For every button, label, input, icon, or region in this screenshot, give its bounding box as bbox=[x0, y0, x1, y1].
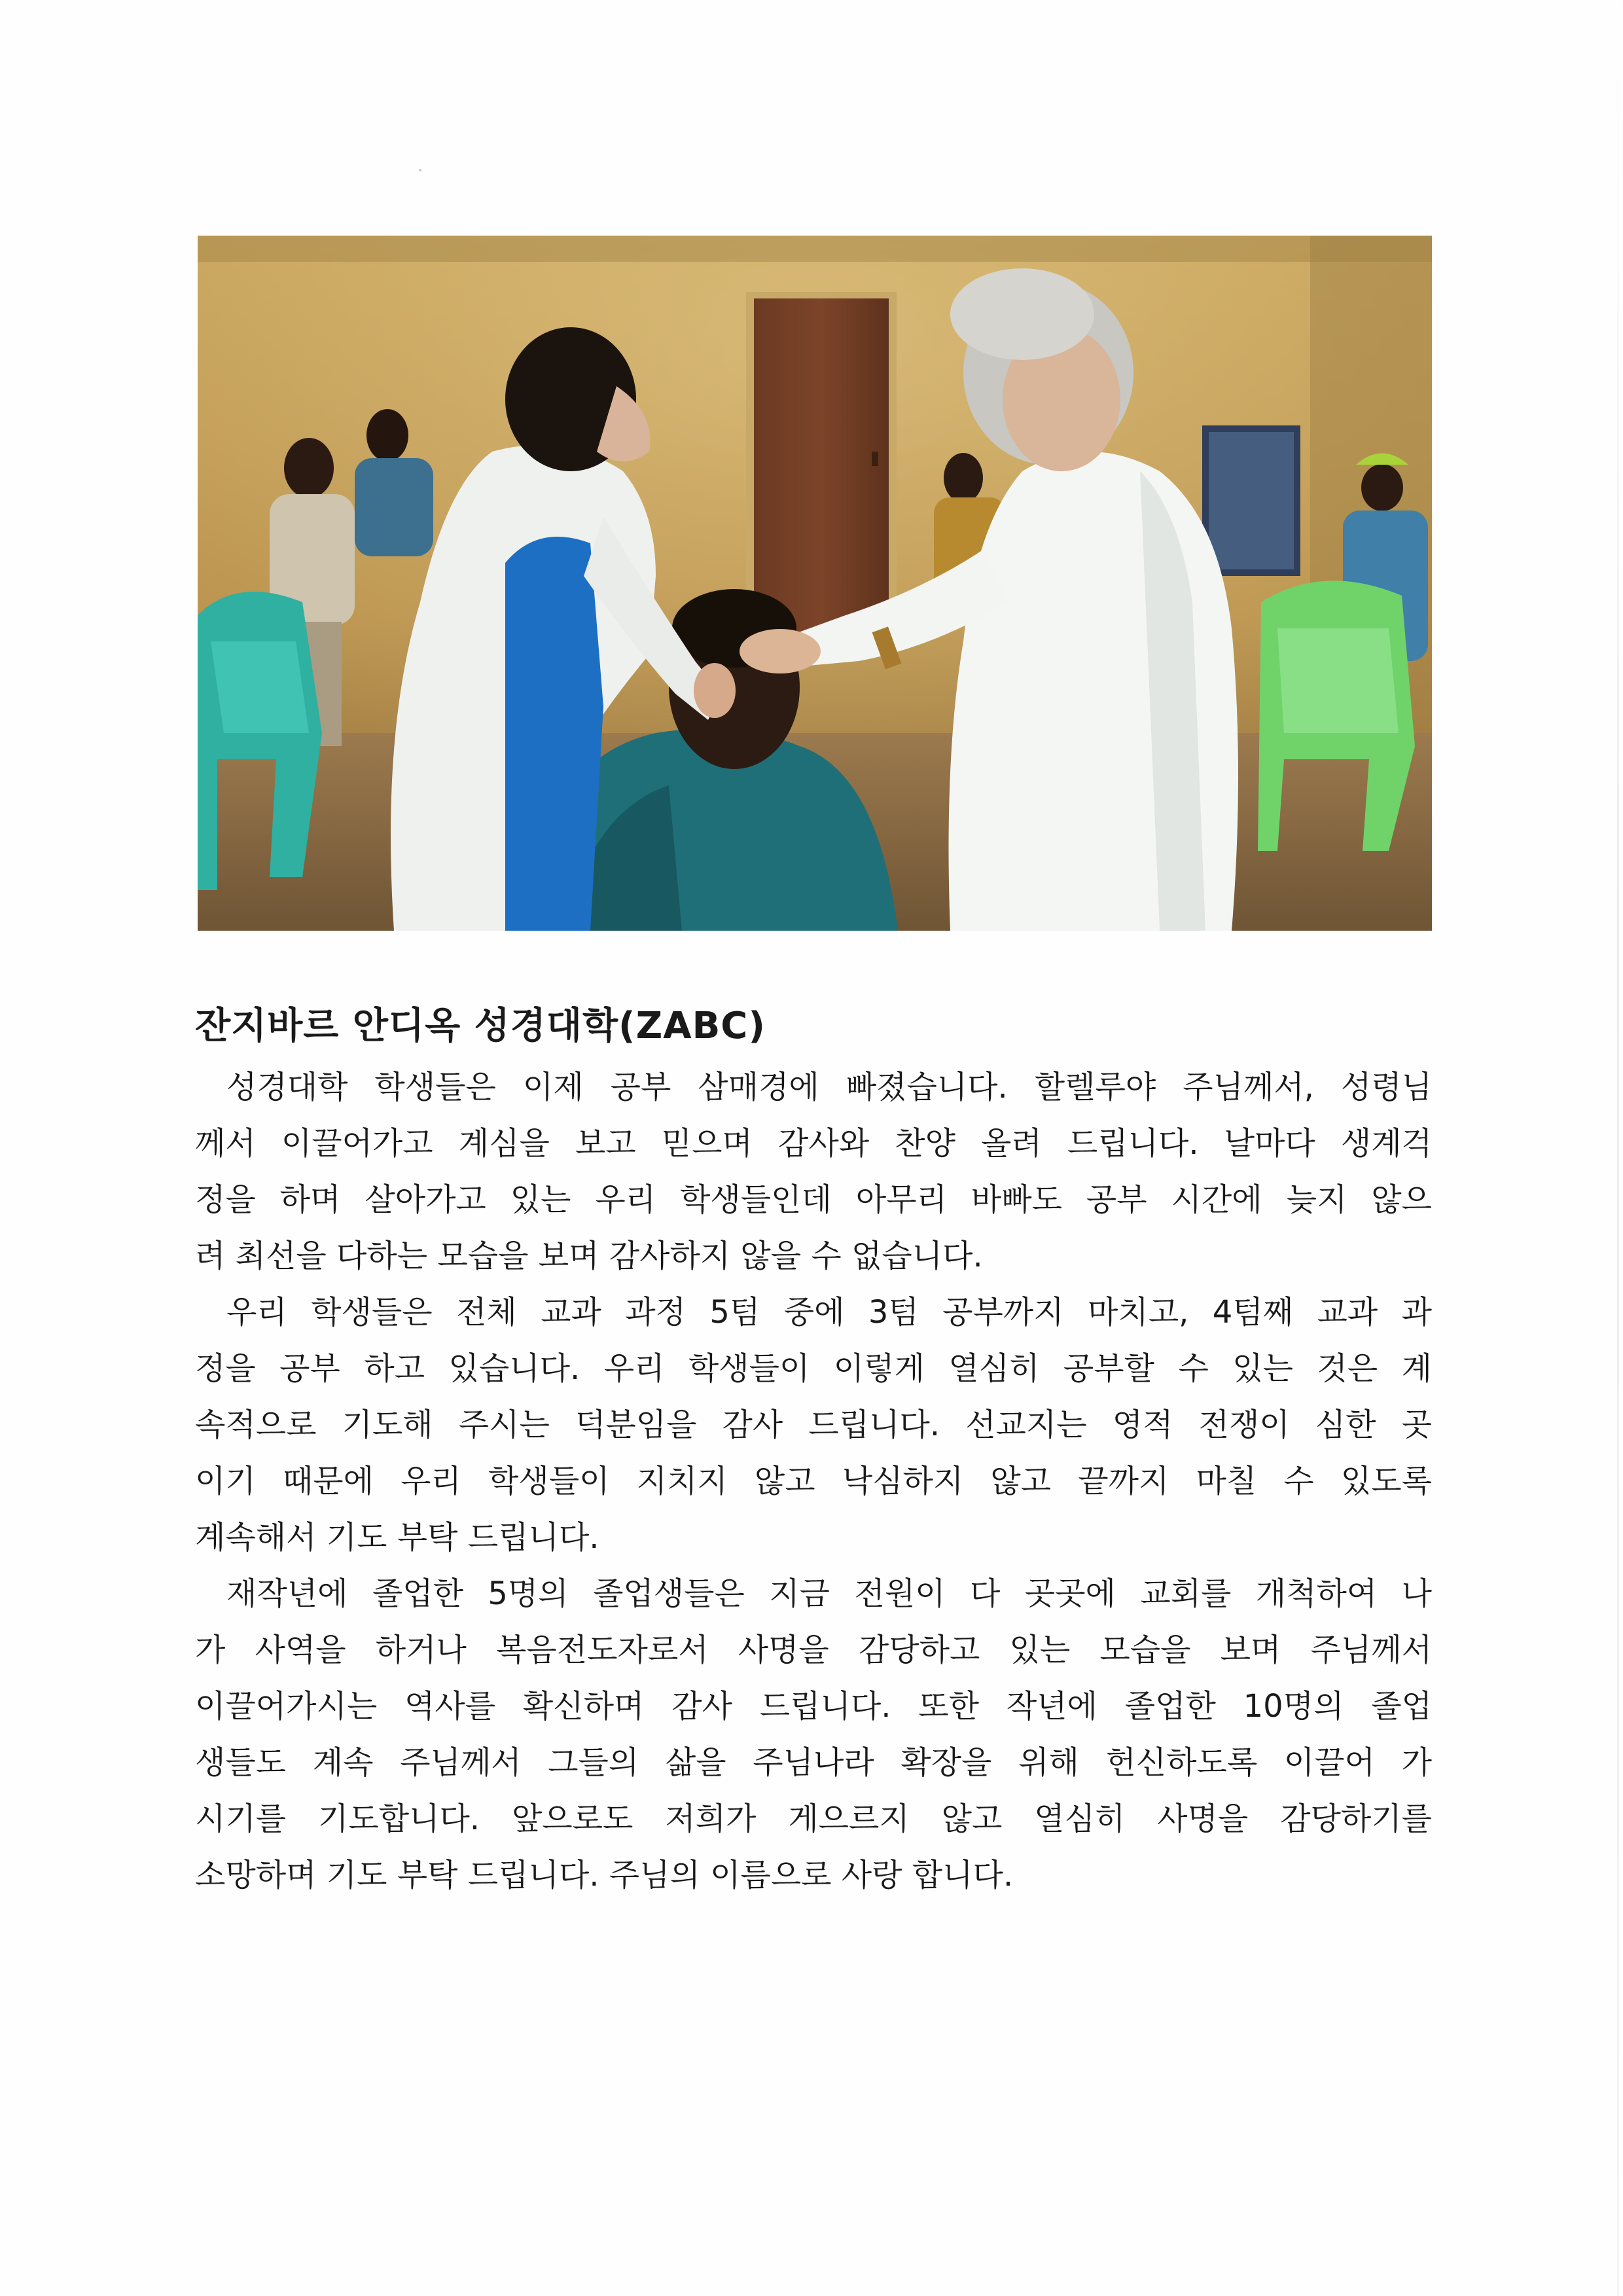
text-line: 속적으로 기도해 주시는 덕분임을 감사 드립니다. 선교지는 영적 전쟁이 심한 곳 bbox=[195, 1407, 1432, 1443]
paragraph bbox=[195, 1059, 1432, 1284]
text-line: 재작년에 졸업한 5명의 졸업생들은 지금 전원이 다 곳곳에 교회를 개척하여 나 bbox=[226, 1575, 1432, 1612]
scan-edge-shadow bbox=[1617, 0, 1619, 2296]
text-line: 계속해서 기도 부탁 드립니다. bbox=[195, 1519, 599, 1556]
text-line: 우리 학생들은 전체 교과 과정 5텀 중에 3텀 공부까지 마치고, 4텀째 교과 과 bbox=[226, 1294, 1432, 1331]
paragraph bbox=[195, 1566, 1432, 1903]
text-line: 생들도 계속 주님께서 그들의 삶을 주님나라 확장을 위해 헌신하도록 이끌어 가 bbox=[195, 1744, 1432, 1781]
text-line: 이기 때문에 우리 학생들이 지치지 않고 낙심하지 않고 끝까지 마칠 수 있도록 bbox=[195, 1463, 1432, 1499]
text-line: 성경대학 학생들은 이제 공부 삼매경에 빠졌습니다. 할렐루야 주님께서, 성령님 bbox=[226, 1069, 1432, 1105]
section-heading: 잔지바르 안디옥 성경대학(ZABC) bbox=[195, 1005, 766, 1047]
text-line: 이끌어가시는 역사를 확신하며 감사 드립니다. 또한 작년에 졸업한 10명의 졸업 bbox=[195, 1688, 1432, 1725]
text-line: 려 최선을 다하는 모습을 보며 감사하지 않을 수 없습니다. bbox=[195, 1238, 983, 1274]
article-body bbox=[195, 1059, 1432, 1903]
text-line: 가 사역을 하거나 복음전도자로서 사명을 감당하고 있는 모습을 보며 주님께서 bbox=[195, 1632, 1432, 1668]
paragraph bbox=[195, 1284, 1432, 1566]
text-line: 소망하며 기도 부탁 드립니다. 주님의 이름으로 사랑 합니다. bbox=[195, 1857, 1014, 1893]
text-line: 정을 하며 살아가고 있는 우리 학생들인데 아무리 바빠도 공부 시간에 늦지 않으 bbox=[195, 1181, 1432, 1218]
mission-photo bbox=[198, 236, 1432, 931]
text-line: 정을 공부 하고 있습니다. 우리 학생들이 이렇게 열심히 공부할 수 있는 것은 계 bbox=[195, 1350, 1432, 1387]
text-line: 시기를 기도합니다. 앞으로도 저희가 게으르지 않고 열심히 사명을 감당하기를 bbox=[195, 1801, 1432, 1837]
text-line: 께서 이끌어가고 계심을 보고 믿으며 감사와 찬양 올려 드립니다. 날마다 생계걱 bbox=[195, 1125, 1432, 1162]
scan-speck bbox=[419, 169, 421, 171]
